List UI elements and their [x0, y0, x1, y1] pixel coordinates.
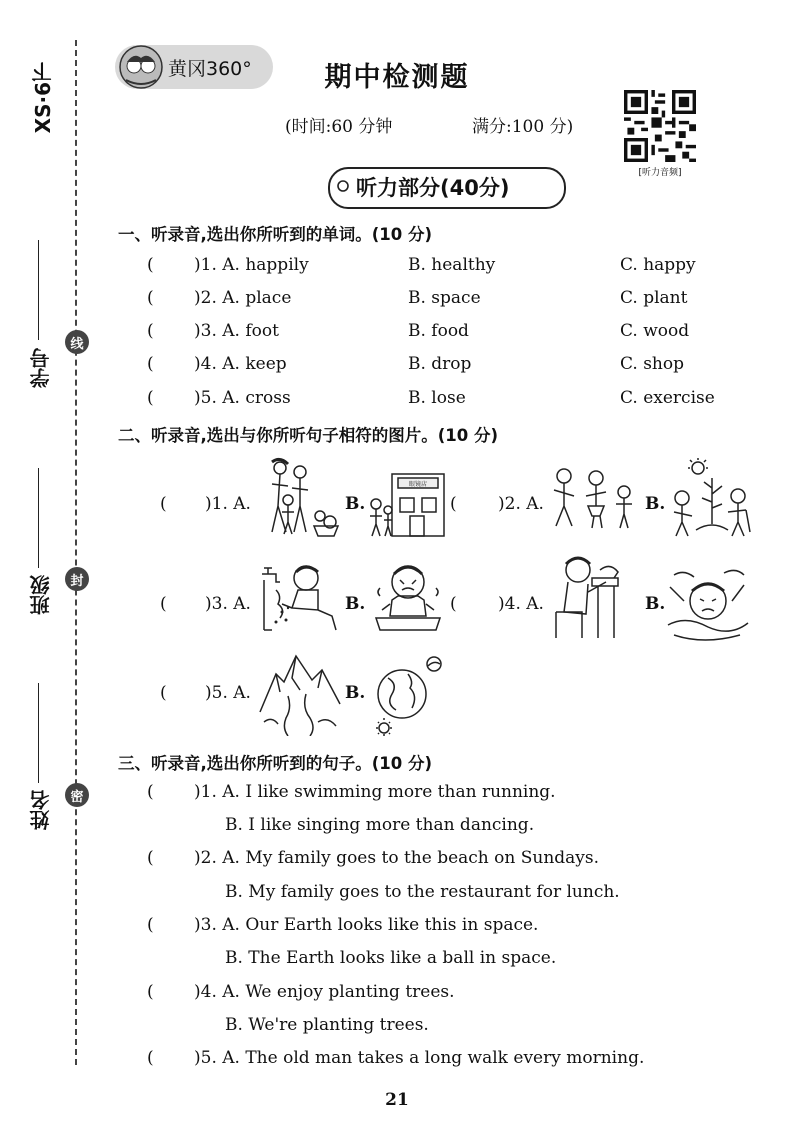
qr-code-icon[interactable]	[624, 90, 696, 162]
answer-paren[interactable]: (	[147, 848, 154, 868]
answer-paren[interactable]: (	[147, 321, 154, 341]
s3-q3-option-a: )3. A. Our Earth looks like this in space.	[194, 915, 539, 935]
s2-q4-label: )4. A.	[498, 594, 544, 614]
s1-q5-option-b: B. lose	[408, 388, 466, 408]
s2-q3-label: )3. A.	[205, 594, 251, 614]
s1-q5-option-c: C. exercise	[620, 388, 715, 408]
class-field[interactable]	[38, 468, 39, 568]
answer-paren[interactable]: (	[147, 388, 154, 408]
s1-q5-option-a: )5. A. cross	[194, 388, 291, 408]
name-field[interactable]	[38, 683, 39, 783]
series-code: XS·6下	[31, 62, 55, 134]
s2-q1-b-label: B.	[345, 494, 366, 514]
answer-paren[interactable]: (	[147, 915, 154, 935]
s3-q5-option-a: )5. A. The old man takes a long walk every morning.	[194, 1048, 645, 1068]
answer-paren[interactable]: (	[147, 982, 154, 1002]
banner-title: 听力部分(40分)	[356, 176, 510, 200]
answer-paren[interactable]: (	[160, 494, 167, 514]
family-walking-picture[interactable]	[258, 456, 340, 538]
qr-caption: [听力音频]	[638, 168, 682, 178]
planting-trees-picture[interactable]	[666, 458, 752, 538]
exam-time: (时间:60 分钟	[285, 117, 393, 137]
s3-q2-option-b: B. My family goes to the restaurant for lunch.	[225, 882, 620, 902]
s3-q2-option-a: )2. A. My family goes to the beach on Sundays.	[194, 848, 600, 868]
s3-q1-option-b: B. I like singing more than dancing.	[225, 815, 535, 835]
answer-paren[interactable]: (	[160, 683, 167, 703]
name-label: 姓名	[29, 790, 53, 830]
s2-q2-b-label: B.	[645, 494, 666, 514]
s1-q2-option-b: B. space	[408, 288, 481, 308]
s1-q2-option-a: )2. A. place	[194, 288, 292, 308]
s1-q4-option-b: B. drop	[408, 354, 472, 374]
boy-at-desk-picture[interactable]	[552, 552, 624, 642]
exam-score: 满分:100 分)	[472, 117, 574, 137]
s2-q5-label: )5. A.	[205, 683, 251, 703]
children-playing-picture[interactable]	[550, 466, 638, 530]
student-id-label: 学号	[29, 348, 53, 388]
s1-q2-option-c: C. plant	[620, 288, 688, 308]
answer-paren[interactable]: (	[147, 354, 154, 374]
s2-q4-b-label: B.	[645, 594, 666, 614]
shop-sign-text: 眼镜店	[408, 481, 428, 488]
s1-q3-option-c: C. wood	[620, 321, 690, 341]
page-number: 21	[385, 1090, 409, 1110]
glasses-shop-picture[interactable]	[366, 470, 448, 538]
s2-q3-b-label: B.	[345, 594, 366, 614]
section2-heading: 二、听录音,选出与你所听句子相符的图片。(10 分)	[118, 426, 499, 445]
s3-q4-option-a: )4. A. We enjoy planting trees.	[194, 982, 455, 1002]
s3-q3-option-b: B. The Earth looks like a ball in space.	[225, 948, 557, 968]
answer-paren[interactable]: (	[160, 594, 167, 614]
boy-in-water-picture[interactable]	[664, 565, 750, 645]
banner-bullet-icon	[336, 179, 350, 193]
answer-paren[interactable]: (	[147, 782, 154, 802]
s1-q1-option-b: B. healthy	[408, 255, 496, 275]
section3-heading: 三、听录音,选出你所听到的句子。(10 分)	[118, 754, 433, 773]
answer-paren[interactable]: (	[450, 494, 457, 514]
cut-dashed-line	[75, 40, 77, 1065]
washing-hands-picture[interactable]	[258, 560, 342, 636]
answer-paren[interactable]: (	[147, 255, 154, 275]
answer-paren[interactable]: (	[147, 288, 154, 308]
page-title: 期中检测题	[324, 62, 470, 93]
s2-q5-b-label: B.	[345, 683, 366, 703]
seal-line-mark: 线	[65, 330, 89, 354]
student-id-field[interactable]	[38, 240, 39, 340]
s1-q4-option-a: )4. A. keep	[194, 354, 287, 374]
s3-q1-option-a: )1. A. I like swimming more than running.	[194, 782, 556, 802]
answer-paren[interactable]: (	[450, 594, 457, 614]
answer-paren[interactable]: (	[147, 1048, 154, 1068]
seal-seal-mark: 封	[65, 567, 89, 591]
s1-q4-option-c: C. shop	[620, 354, 684, 374]
earth-in-space-picture[interactable]	[368, 652, 450, 736]
s1-q3-option-a: )3. A. foot	[194, 321, 279, 341]
seal-secret-mark: 密	[65, 783, 89, 807]
class-label: 班级	[29, 575, 53, 615]
crying-boy-picture[interactable]	[370, 560, 444, 636]
s3-q4-option-b: B. We're planting trees.	[225, 1015, 429, 1035]
brand-name: 黄冈360°	[168, 58, 252, 80]
s2-q2-label: )2. A.	[498, 494, 544, 514]
s1-q1-option-a: )1. A. happily	[194, 255, 309, 275]
section1-heading: 一、听录音,选出你所听到的单词。(10 分)	[118, 225, 433, 244]
s2-q1-label: )1. A.	[205, 494, 251, 514]
s1-q3-option-b: B. food	[408, 321, 469, 341]
s1-q1-option-c: C. happy	[620, 255, 696, 275]
mountains-picture[interactable]	[258, 652, 342, 736]
